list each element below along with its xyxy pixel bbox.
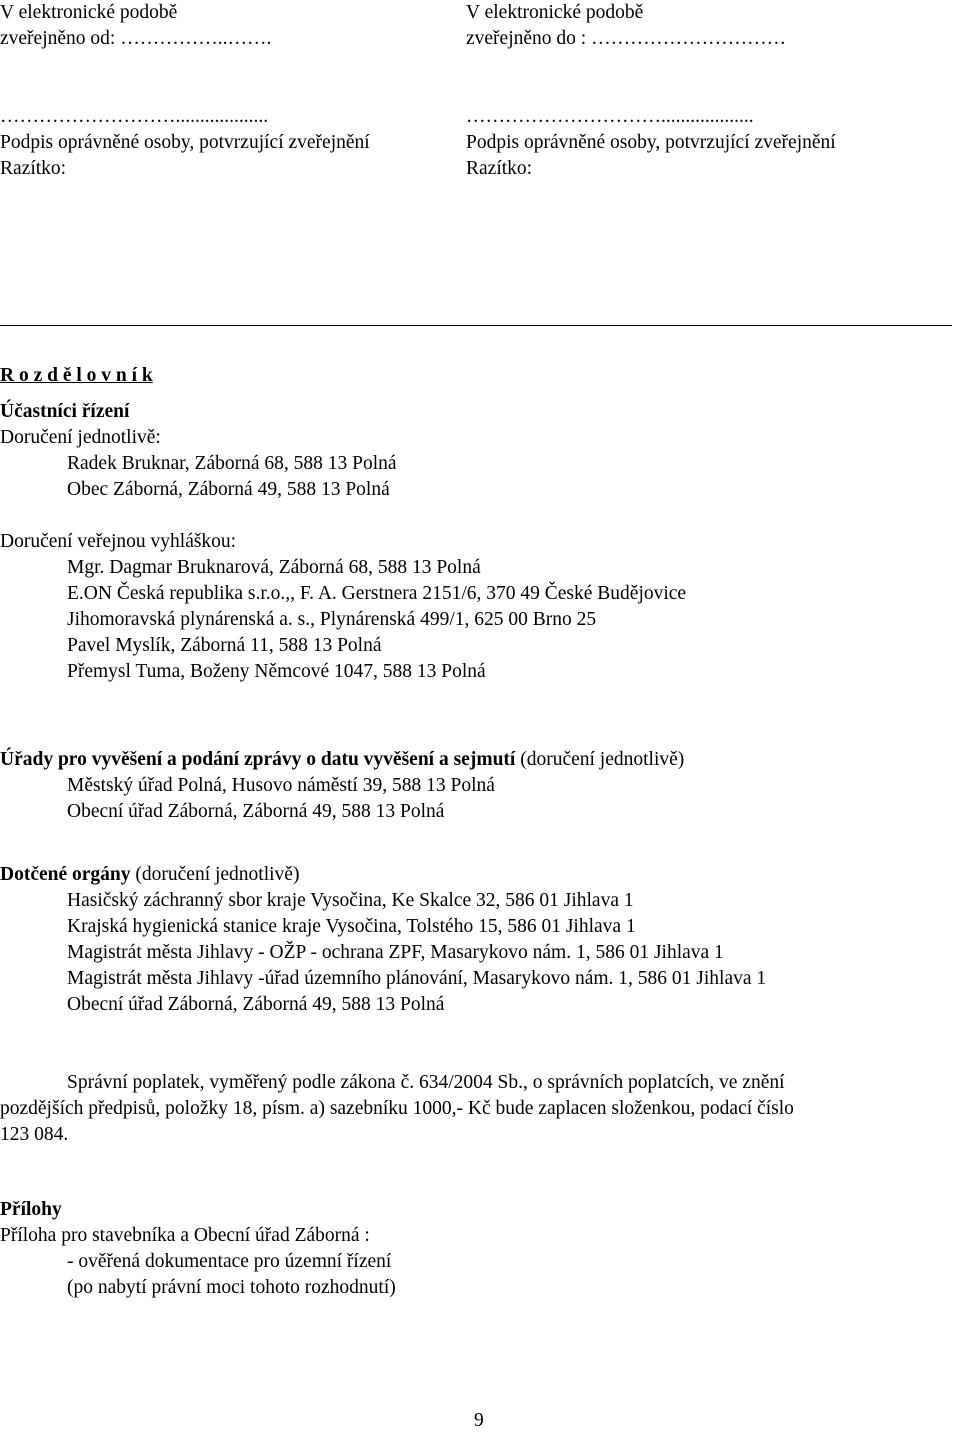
fee-line-2: pozdějších předpisů, položky 18, písm. a) sazebníku 1000,- Kč bude zaplacen složenkou, podací číslo — [0, 1098, 794, 1119]
fee-line-1 — [0, 1070, 960, 1096]
attachment-line-3: (po nabytí právní moci tohoto rozhodnutí) — [67, 1277, 396, 1298]
offices-heading-note: (doručení jednotlivě) — [515, 749, 685, 770]
list-item: Jihomoravská plynárenská a. s., Plynárenská 499/1, 625 00 Brno 25 — [67, 609, 597, 630]
fee-paragraph — [0, 1070, 960, 1148]
published-to-label-1: V elektronické podobě — [466, 2, 644, 23]
list-item: E.ON Česká republika s.r.o.,, F. A. Gerstnera 2151/6, 370 49 České Budějovice — [67, 583, 687, 604]
list-item: Hasičský záchranný sbor kraje Vysočina, Ke Skalce 32, 586 01 Jihlava 1 — [67, 890, 634, 911]
authorities-heading: Dotčené orgány — [0, 864, 131, 885]
distribution-section — [0, 363, 686, 685]
horizontal-divider — [0, 325, 952, 326]
published-from-label-2: zveřejněno od: ……………..……. — [0, 28, 272, 49]
page-number: 9 — [474, 1410, 484, 1431]
fee-line-3: 123 084. — [0, 1124, 69, 1145]
published-from-label-1: V elektronické podobě — [0, 2, 178, 23]
stamp-label-right: Razítko: — [466, 158, 533, 179]
offices-section — [0, 747, 684, 825]
published-to-label-2: zveřejněno do : ………………………… — [466, 28, 787, 49]
individual-delivery-label: Doručení jednotlivě: — [0, 427, 161, 448]
list-item: Krajská hygienická stanice kraje Vysočina, Tolstého 15, 586 01 Jihlava 1 — [67, 916, 636, 937]
signature-dots-left: ………………………................... — [0, 106, 269, 127]
attachment-line-1: Příloha pro stavebníka a Obecní úřad Záborná : — [0, 1225, 370, 1246]
list-item: Pavel Myslík, Záborná 11, 588 13 Polná — [67, 635, 382, 656]
list-item: Radek Bruknar, Záborná 68, 588 13 Polná — [67, 453, 397, 474]
list-item: Obecní úřad Záborná, Záborná 49, 588 13 Polná — [67, 801, 445, 822]
list-item: Magistrát města Jihlavy -úřad územního plánování, Masarykovo nám. 1, 586 01 Jihlava 1 — [67, 968, 767, 989]
distribution-title: R o z d ě l o v n í k — [0, 365, 153, 386]
public-delivery-label: Doručení veřejnou vyhláškou: — [0, 531, 237, 552]
signature-label-left: Podpis oprávněné osoby, potvrzující zveřejnění — [0, 132, 370, 153]
attachments-heading: Přílohy — [0, 1199, 62, 1220]
list-item: Městský úřad Polná, Husovo náměstí 39, 588 13 Polná — [67, 775, 495, 796]
list-item: Obecní úřad Záborná, Záborná 49, 588 13 Polná — [67, 994, 445, 1015]
offices-heading: Úřady pro vyvěšení a podání zprávy o datu vyvěšení a sejmutí — [0, 749, 516, 770]
signature-dots-right: …………………………................... — [466, 106, 754, 127]
authorities-heading-note: (doručení jednotlivě) — [130, 864, 300, 885]
list-item: Obec Záborná, Záborná 49, 588 13 Polná — [67, 479, 390, 500]
list-item: Přemysl Tuma, Boženy Němcové 1047, 588 13 Polná — [67, 661, 486, 682]
fee-text-1: Správní poplatek, vyměřený podle zákona č. 634/2004 Sb., o správních poplatcích, ve znění — [67, 1072, 785, 1093]
list-item: Mgr. Dagmar Bruknarová, Záborná 68, 588 13 Polná — [67, 557, 481, 578]
authorities-section — [0, 862, 766, 1018]
attachments-section — [0, 1197, 396, 1301]
participants-heading: Účastníci řízení — [0, 401, 130, 422]
signature-label-right: Podpis oprávněné osoby, potvrzující zveřejnění — [466, 132, 836, 153]
attachment-line-2: - ověřená dokumentace pro územní řízení — [67, 1251, 392, 1272]
list-item: Magistrát města Jihlavy - OŽP - ochrana ZPF, Masarykovo nám. 1, 586 01 Jihlava 1 — [67, 942, 724, 963]
stamp-label-left: Razítko: — [0, 158, 67, 179]
